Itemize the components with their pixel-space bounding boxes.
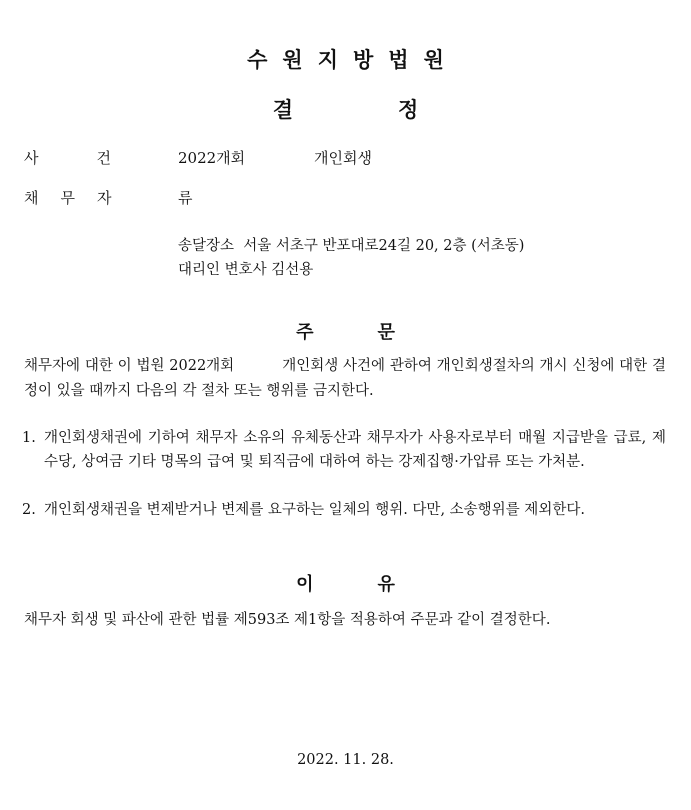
debtor-name: 류	[178, 189, 193, 207]
order-item	[22, 426, 666, 474]
order-heading: 주문	[296, 322, 459, 343]
case-label: 사건	[24, 149, 169, 167]
decision-date: 2022. 11. 28.	[297, 752, 394, 768]
order-item	[22, 498, 666, 522]
order-item-text: 개인회생채권에 기하여 채무자 소유의 유체동산과 채무자가 사용자로부터 매월 지급받을 급료, 제수당, 상여금 기타 명목의 급여 및 퇴직금에 대하여 하는 강제집행·가압류 또는 가처분.	[44, 430, 666, 470]
order-item-number: 2.	[22, 502, 36, 518]
document-title: 결정	[272, 98, 524, 122]
reason-heading: 이유	[296, 574, 459, 595]
case-type: 개인회생	[314, 149, 372, 167]
service-address: 송달장소 서울 서초구 반포대로24길 20, 2층 (서초동)	[178, 238, 525, 254]
debtor-label: 채무자	[24, 189, 134, 207]
order-intro: 채무자에 대한 이 법원 2022개회 개인회생 사건에 관하여 개인회생절차의 개시 신청에 대한 결정이 있을 때까지 다음의 각 절차 또는 행위를 금지한다.	[24, 358, 666, 399]
representative: 대리인 변호사 김선용	[178, 262, 314, 278]
court-name: 수원지방법원	[247, 48, 459, 72]
case-number: 2022개회	[178, 149, 246, 167]
reason-text: 채무자 회생 및 파산에 관한 법률 제593조 제1항을 적용하여 주문과 같이 결정한다.	[24, 612, 551, 628]
order-item-text: 개인회생채권을 변제받거나 변제를 요구하는 일체의 행위. 다만, 소송행위를 제외한다.	[44, 502, 585, 518]
order-item-number: 1.	[22, 430, 36, 446]
